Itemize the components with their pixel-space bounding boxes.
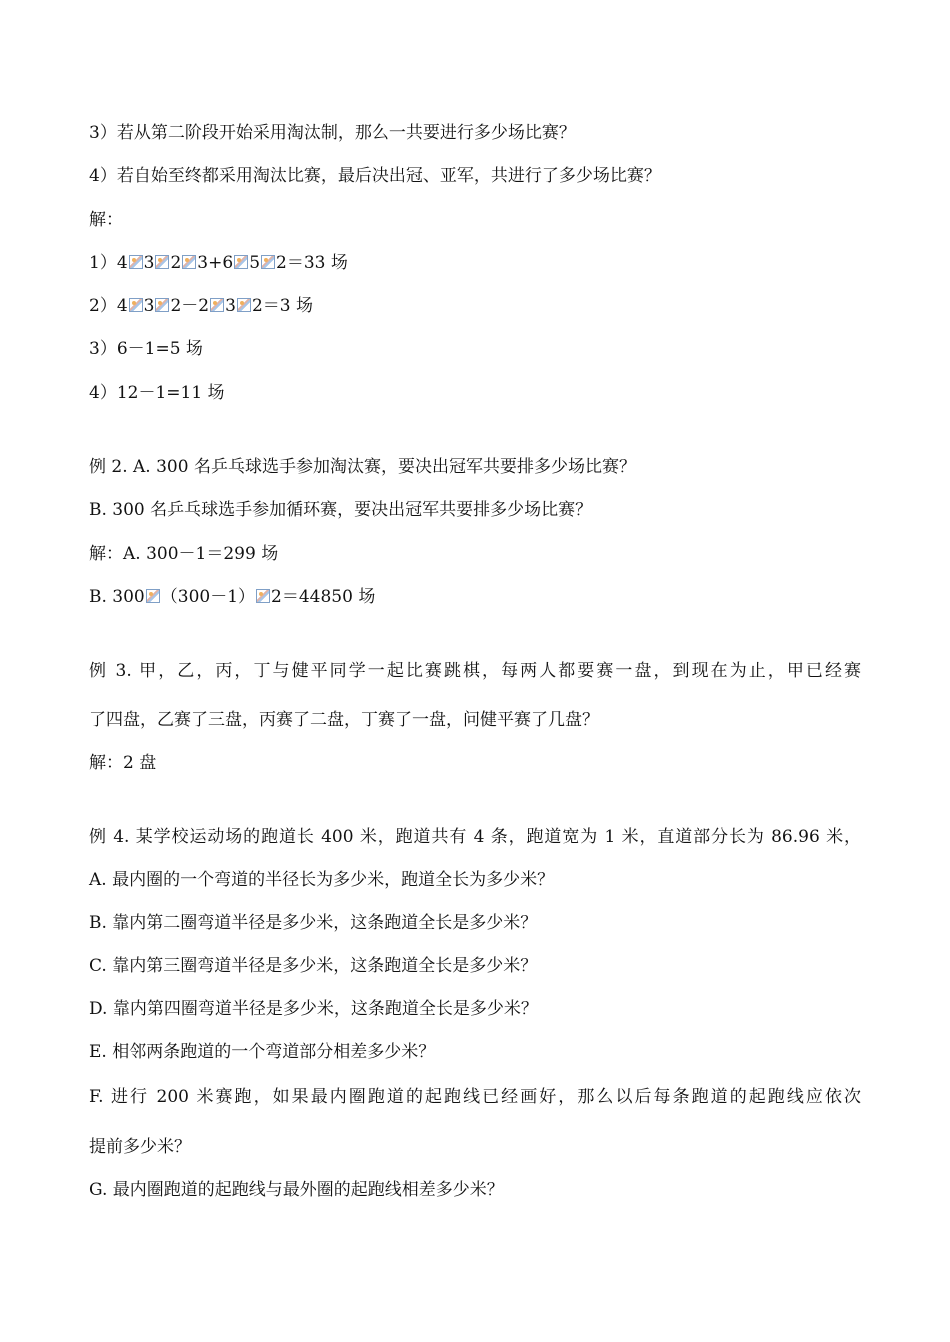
text-segment: 4）若自始至终都采用淘汰比赛，最后决出冠、亚军，共进行了多少场比赛？ [89, 166, 661, 186]
text-line-a3 [89, 338, 203, 360]
text-segment: 提前多少米？ [89, 1137, 191, 1157]
missing-image-icon [182, 255, 196, 269]
text-segment: 2）4 [89, 296, 128, 316]
text-segment: D. 靠内第四圈弯道半径是多少米，这条跑道全长是多少米？ [89, 999, 538, 1019]
text-segment: 解：2 盘 [89, 753, 157, 773]
text-segment: 3 [143, 296, 155, 316]
text-line-ex2-sa [89, 543, 278, 565]
text-line-ex4-0 [89, 826, 861, 848]
text-segment: F. 进行 200 米赛跑，如果最内圈跑道的起跑线已经画好，那么以后每条跑道的起跑线应依次 [89, 1087, 861, 1107]
text-line-ex4-e [89, 1041, 435, 1063]
text-segment: B. 靠内第二圈弯道半径是多少米，这条跑道全长是多少米？ [89, 913, 538, 933]
text-line-ex4-c [89, 955, 537, 977]
text-segment: 例 2. A. 300 名乒乓球选手参加淘汰赛，要决出冠军共要排多少场比赛？ [89, 457, 636, 477]
text-segment: E. 相邻两条跑道的一个弯道部分相差多少米？ [89, 1042, 436, 1062]
text-segment: G. 最内圈跑道的起跑线与最外圈的起跑线相差多少米？ [89, 1180, 504, 1200]
missing-image-icon [129, 298, 143, 312]
text-segment: 2－2 [170, 296, 210, 316]
text-segment: 了四盘，乙赛了三盘，丙赛了二盘，丁赛了一盘，问健平赛了几盘？ [89, 710, 599, 730]
text-segment: 解：A. 300－1＝299 场 [89, 544, 279, 564]
text-segment: 例 3. 甲，乙，丙，丁与健平同学一起比赛跳棋，每两人都要赛一盘，到现在为止，甲已经赛 [89, 661, 861, 681]
text-segment: 2＝33 场 [276, 253, 348, 273]
missing-image-icon [146, 589, 160, 603]
text-segment: B. 300 [89, 587, 145, 607]
missing-image-icon [237, 298, 251, 312]
missing-image-icon [261, 255, 275, 269]
text-line-ex3-1 [89, 660, 861, 682]
missing-image-icon [210, 298, 224, 312]
text-segment: B. 300 名乒乓球选手参加循环赛，要决出冠军共要排多少场比赛？ [89, 500, 593, 520]
text-line-ex4-b [89, 912, 537, 934]
text-segment: 3+6 [197, 253, 234, 273]
missing-image-icon [155, 298, 169, 312]
text-line-ex4-f1 [89, 1086, 861, 1108]
missing-image-icon [256, 589, 270, 603]
text-line-q4 [89, 165, 661, 187]
text-line-a1 [89, 252, 348, 274]
text-segment: 例 4. 某学校运动场的跑道长 400 米，跑道共有 4 条，跑道宽为 1 米，直道部分长为 86.96 米， [89, 827, 861, 847]
text-segment: 3 [143, 253, 155, 273]
text-segment: 1）4 [89, 253, 128, 273]
text-segment: 4）12－1=11 场 [89, 383, 225, 403]
text-segment: 5 [249, 253, 261, 273]
text-line-ex4-f2 [89, 1136, 191, 1158]
text-segment: 2＝3 场 [251, 296, 313, 316]
text-line-a4 [89, 382, 225, 404]
text-segment: 2＝44850 场 [271, 587, 376, 607]
missing-image-icon [155, 255, 169, 269]
text-segment: 3）若从第二阶段开始采用淘汰制，那么一共要进行多少场比赛？ [89, 123, 576, 143]
text-segment: 3）6－1=5 场 [89, 339, 203, 359]
text-line-sol-label [89, 209, 123, 231]
text-segment: 3 [225, 296, 236, 316]
text-line-ex4-d [89, 998, 538, 1020]
text-segment: 解： [89, 210, 123, 230]
text-line-a2 [89, 295, 313, 317]
text-line-ex3-2 [89, 709, 599, 731]
text-line-ex2-sb [89, 586, 375, 608]
text-segment: （300－1） [160, 587, 256, 607]
text-line-ex2-b [89, 499, 592, 521]
missing-image-icon [129, 255, 143, 269]
text-segment: C. 靠内第三圈弯道半径是多少米，这条跑道全长是多少米？ [89, 956, 538, 976]
text-line-q3 [89, 122, 576, 144]
text-line-ex4-g [89, 1179, 504, 1201]
text-line-ex4-a [89, 869, 554, 891]
text-segment: A. 最内圈的一个弯道的半径长为多少米，跑道全长为多少米？ [89, 870, 555, 890]
text-line-ex3-s [89, 752, 156, 774]
text-segment: 2 [170, 253, 182, 273]
text-line-ex2-a [89, 456, 636, 478]
missing-image-icon [234, 255, 248, 269]
